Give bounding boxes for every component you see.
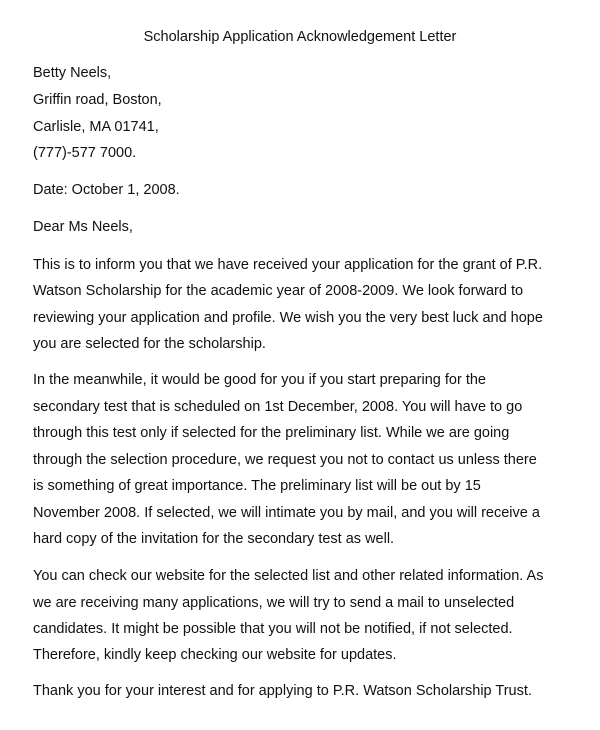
paragraph-2-line: In the meanwhile, it would be good for you if you start preparing for the xyxy=(33,372,486,388)
paragraph-1-line: reviewing your application and profile. We wish you the very best luck and hope xyxy=(33,310,543,326)
paragraph-3-line: You can check our website for the selected list and other related information. As xyxy=(33,568,544,584)
paragraph-3-line: we are receiving many applications, we will try to send a mail to unselected xyxy=(33,595,515,611)
paragraph-1-line: This is to inform you that we have received your application for the grant of P.R. xyxy=(33,257,543,273)
paragraph-2-line: through the selection procedure, we request you not to contact us unless there xyxy=(33,452,537,468)
paragraph-3-line: candidates. It might be possible that you will not be notified, if not selected. xyxy=(33,621,513,637)
address-street: Griffin road, Boston, xyxy=(33,92,162,108)
paragraph-2-line: through this test only if selected for the preliminary list. While we are going xyxy=(33,425,510,441)
salutation: Dear Ms Neels, xyxy=(33,219,133,235)
address-name: Betty Neels, xyxy=(33,65,112,81)
paragraph-2-line: November 2008. If selected, we will intimate you by mail, and you will receive a xyxy=(33,505,540,521)
address-city: Carlisle, MA 01741, xyxy=(33,119,159,135)
closing-line: Thank you for your interest and for applying to P.R. Watson Scholarship Trust. xyxy=(33,683,532,699)
letter-date: Date: October 1, 2008. xyxy=(33,182,180,198)
paragraph-3-line: Therefore, kindly keep checking our website for updates. xyxy=(33,647,397,663)
page-title: Scholarship Application Acknowledgement Letter xyxy=(143,29,457,45)
address-phone: (777)-577 7000. xyxy=(33,145,137,161)
paragraph-2-line: hard copy of the invitation for the secondary test as well. xyxy=(33,531,395,547)
paragraph-1-line: you are selected for the scholarship. xyxy=(33,336,266,352)
paragraph-1-line: Watson Scholarship for the academic year of 2008-2009. We look forward to xyxy=(33,283,524,299)
paragraph-2-line: is something of great importance. The preliminary list will be out by 15 xyxy=(33,478,481,494)
paragraph-2-line: secondary test that is scheduled on 1st December, 2008. You will have to go xyxy=(33,399,523,415)
